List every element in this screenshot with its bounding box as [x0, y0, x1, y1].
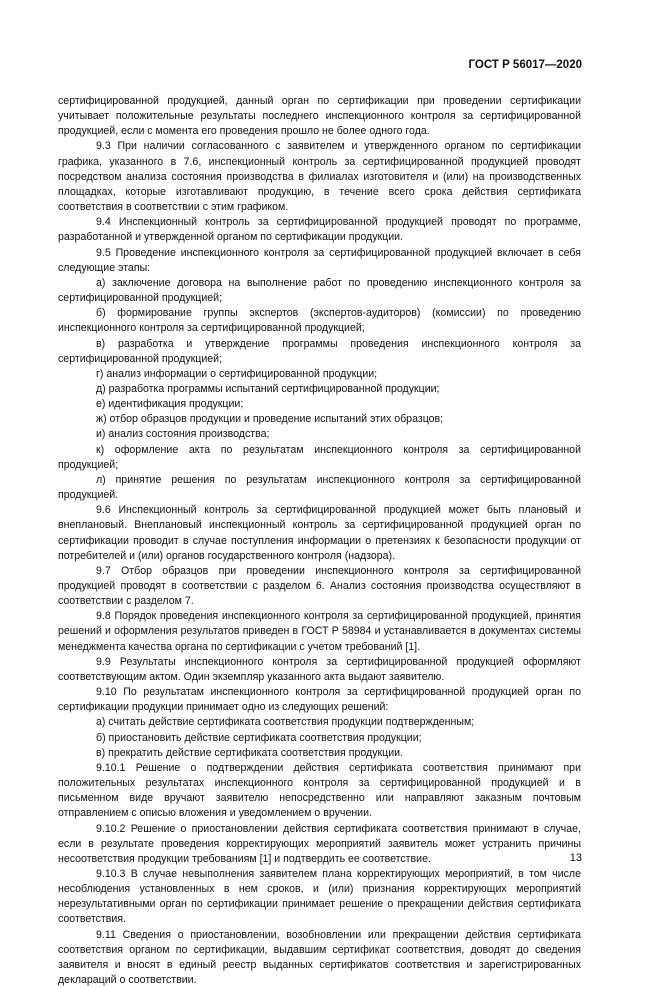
paragraph: в) прекратить действие сертификата соответствия продукции. — [96, 746, 403, 759]
paragraph: а) считать действие сертификата соответствия продукции подтвержденным; — [96, 716, 475, 729]
paragraph: 9.6 Инспекционный контроль за сертифицированной продукцией может быть плановый и внеплановый. Внеплановый инспекционный контроль за сертифицированной продукцией орган по сертификации проводит в случае поступления информации о претензиях к безопасности продукции от потребителей и (или) органов государственного контроля (надзора). — [58, 504, 581, 562]
paragraph: и) анализ состояния производства; — [96, 428, 270, 441]
paragraph: к) оформление акта по результатам инспекционного контроля за сертифицированной продукцией; — [58, 443, 581, 471]
paragraph: 9.10 По результатам инспекционного контроля за сертифицированной продукцией орган по сертификации продукции принимает одно из следующих решений: — [58, 686, 581, 714]
paragraph: 9.3 При наличии согласованного с заявителем и утвержденного органом по сертификации графика, указанного в 7.6, инспекционный контроль за сертифицированной продукцией проводят посредством анализа состояния производства в филиалах изготовителя и (или) на производственных площадках, которые изготавливают продукцию, в течение всего срока действия сертификата соответствия в соответствии с этим графиком. — [58, 140, 581, 214]
paragraph: 9.11 Сведения о приостановлении, возобновлении или прекращении действия сертификата соответствия органом по сертификации, выдавшим сертификат соответствия, доводят до сведения заявителя и вносят в единый реестр выданных сертификатов соответствия и зарегистрированных деклараций о соответствии. — [58, 928, 581, 987]
paragraph: 9.8 Порядок проведения инспекционного контроля за сертифицированной продукцией, принятия решений и оформления результатов приведен в ГОСТ Р 58984 и устанавливается в документах системы менеджмента качества органа по сертификации с учетом требований [1]. — [58, 610, 581, 653]
body-text — [58, 94, 581, 988]
paragraph: 9.10.3 В случае невыполнения заявителем плана корректирующих мероприятий, в том числе несоблюдения установленных в нем сроков, и (или) признания корректирующих мероприятий нерезультативными орган по сертификации принимает решение о прекращении действия сертификата соответствия. — [58, 867, 581, 926]
paragraph: сертифицированной продукцией, данный орган по сертификации при проведении сертификации учитывает положительные результаты последнего инспекционного контроля за сертифицированной продукцией, если с момента его проведения прошло не более одного года. — [58, 95, 581, 138]
standard-designation: ГОСТ Р 56017—2020 — [468, 59, 582, 71]
paragraph: ж) отбор образцов продукции и проведение испытаний этих образцов; — [96, 413, 444, 426]
paragraph: 9.9 Результаты инспекционного контроля за сертифицированной продукцией оформляют соответствующим актом. Один экземпляр указанного акта выдают заявителю. — [58, 655, 581, 683]
paragraph: 9.5 Проведение инспекционного контроля за сертифицированной продукцией включает в себя следующие этапы: — [58, 246, 581, 274]
paragraph: г) анализ информации о сертифицированной продукции; — [96, 367, 378, 380]
paragraph: а) заключение договора на выполнение работ по проведению инспекционного контроля за сертифицированной продукцией; — [58, 276, 581, 305]
paragraph: б) приостановить действие сертификата соответствия продукции; — [96, 731, 422, 744]
paragraph: д) разработка программы испытаний сертифицированной продукции; — [96, 382, 440, 395]
paragraph: 9.4 Инспекционный контроль за сертифицированной продукцией проводят по программе, разработанной и утвержденной органом по сертификации продукции. — [58, 216, 581, 244]
paragraph: 9.10.1 Решение о подтверждении действия сертификата соответствия принимают при положительных результатах инспекционного контроля за сертифицированной продукцией и в письменном виде вручают заявителю непосредственно или направляют заказным почтовым отправлением с описью вложения и уведомлением о вручении. — [58, 761, 581, 820]
paragraph: б) формирование группы экспертов (экспертов-аудиторов) (комиссии) по проведению инспекционного контроля за сертифицированной продукцией; — [58, 307, 581, 335]
paragraph: в) разработка и утверждение программы проведения инспекционного контроля за сертифицированной продукцией; — [58, 337, 581, 365]
paragraph: е) идентификация продукции; — [96, 398, 244, 411]
paragraph: л) принятие решения по результатам инспекционного контроля за сертифицированной продукцией. — [58, 473, 581, 502]
paragraph: 9.10.2 Решение о приостановлении действия сертификата соответствия принимают в случае, если в результате проведения корректирующих мероприятий заявитель может устранить причины несоответствия продукции требованиям [1] и подтвердить ее соответствие. — [58, 822, 581, 865]
paragraph: 9.7 Отбор образцов при проведении инспекционного контроля за сертифицированной продукцией проводят в соответствии с разделом 6. Анализ состояния производства осуществляют в соответствии с разделом 7. — [58, 564, 581, 608]
page-number: 13 — [569, 852, 582, 864]
